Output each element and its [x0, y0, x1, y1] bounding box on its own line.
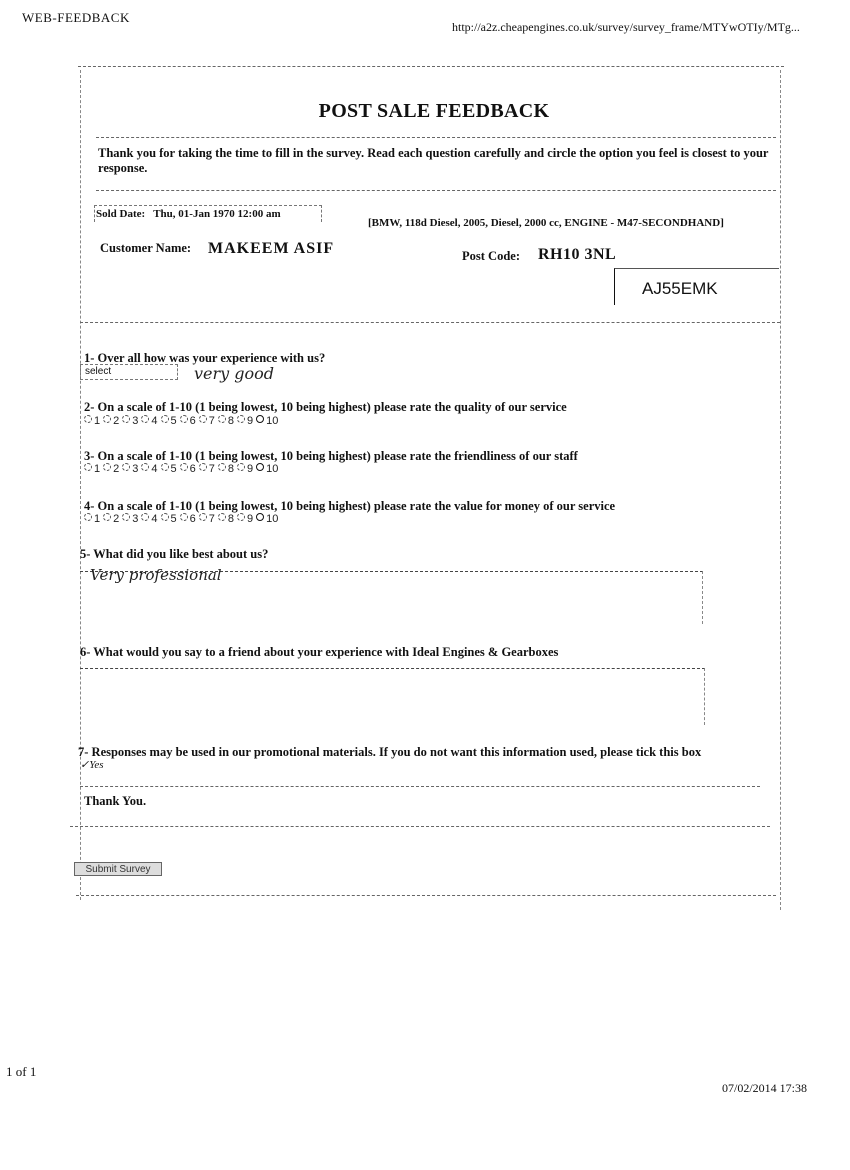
rating-option-label: 8 — [227, 463, 234, 475]
rating-option-label: 3 — [132, 415, 139, 427]
rating-option-label: 7 — [208, 513, 215, 525]
rating-option-label: 3 — [132, 513, 139, 525]
post-code-label: Post Code: — [462, 249, 520, 263]
radio-icon — [199, 513, 207, 521]
rating-option[interactable] — [103, 513, 119, 525]
radio-icon — [218, 463, 226, 471]
rating-option-label: 4 — [151, 415, 158, 427]
rating-option-label: 2 — [113, 463, 120, 475]
question-7: 7- Responses may be used in our promotional materials. If you do not want this information used, please tick this box — [78, 745, 702, 759]
radio-icon — [256, 415, 264, 423]
radio-icon — [141, 513, 149, 521]
rating-option-label: 3 — [132, 463, 139, 475]
form-frame-right — [780, 70, 781, 910]
rating-option-label: 9 — [247, 513, 254, 525]
rating-option-label: 5 — [170, 513, 177, 525]
radio-icon — [84, 513, 92, 521]
radio-icon — [161, 463, 169, 471]
rating-option[interactable] — [237, 415, 253, 427]
thank-you-text: Thank You. — [84, 794, 147, 808]
rating-option-label: 6 — [189, 513, 196, 525]
rating-option-label: 6 — [189, 463, 196, 475]
radio-icon — [141, 415, 149, 423]
question-5: 5- What did you like best about us? — [80, 547, 269, 561]
rating-option[interactable] — [180, 415, 196, 427]
divider — [76, 895, 776, 896]
form-title: POST SALE FEEDBACK — [318, 100, 550, 122]
divider — [96, 190, 776, 191]
rating-option-label: 5 — [170, 415, 177, 427]
submit-survey-button[interactable]: Submit Survey — [74, 862, 162, 876]
rating-option-label: 9 — [247, 415, 254, 427]
rating-option[interactable] — [141, 415, 157, 427]
handwritten-answer-1: very good — [194, 364, 275, 383]
rating-option-label: 10 — [266, 513, 279, 525]
sold-date-value: Thu, 01-Jan 1970 12:00 am — [153, 208, 281, 220]
rating-option-label: 10 — [266, 415, 279, 427]
question-6: 6- What would you say to a friend about your experience with Ideal Engines & Gearboxes — [80, 645, 559, 659]
radio-icon — [180, 513, 188, 521]
rating-option[interactable] — [199, 415, 215, 427]
sold-date — [96, 208, 281, 220]
rating-option[interactable] — [161, 415, 177, 427]
rating-option-label: 9 — [247, 463, 254, 475]
product-details: [BMW, 118d Diesel, 2005, Diesel, 2000 cc, ENGINE - M47-SECONDHAND] — [368, 217, 724, 229]
radio-icon — [141, 463, 149, 471]
consent-checkbox-yes[interactable]: ✓Yes — [80, 759, 104, 771]
radio-icon — [218, 415, 226, 423]
radio-icon — [237, 513, 245, 521]
rating-option-label: 1 — [94, 463, 101, 475]
divider — [96, 137, 776, 138]
radio-icon — [103, 415, 111, 423]
rating-option[interactable] — [122, 463, 138, 475]
rating-scale-friendliness — [84, 463, 281, 475]
radio-icon — [84, 415, 92, 423]
radio-icon — [256, 513, 264, 521]
radio-icon — [237, 463, 245, 471]
rating-option[interactable] — [103, 463, 119, 475]
rating-option[interactable] — [256, 415, 278, 427]
radio-icon — [84, 463, 92, 471]
rating-option[interactable] — [122, 415, 138, 427]
experience-select[interactable]: select — [80, 364, 178, 380]
rating-option-label: 4 — [151, 513, 158, 525]
rating-option[interactable] — [218, 415, 234, 427]
radio-icon — [122, 463, 130, 471]
rating-option[interactable] — [256, 463, 278, 475]
radio-icon — [180, 415, 188, 423]
sold-date-label: Sold Date: — [96, 208, 146, 220]
radio-icon — [122, 415, 130, 423]
radio-icon — [103, 513, 111, 521]
print-header-url: http://a2z.cheapengines.co.uk/survey/survey_frame/MTYwOTIy/MTg... — [452, 20, 800, 34]
rating-option[interactable] — [218, 463, 234, 475]
customer-name-label: Customer Name: — [100, 241, 192, 255]
question-3: 3- On a scale of 1-10 (1 being lowest, 10 being highest) please rate the friendliness of our staff — [84, 449, 578, 463]
rating-option[interactable] — [84, 513, 100, 525]
rating-option[interactable] — [161, 513, 177, 525]
form-frame-left — [80, 70, 81, 900]
radio-icon — [103, 463, 111, 471]
page-count: 1 of 1 — [6, 1064, 37, 1079]
radio-icon — [256, 463, 264, 471]
rating-option[interactable] — [237, 463, 253, 475]
rating-option[interactable] — [161, 463, 177, 475]
question-2: 2- On a scale of 1-10 (1 being lowest, 10 being highest) please rate the quality of our service — [84, 400, 567, 414]
rating-option[interactable] — [199, 463, 215, 475]
customer-name-value: MAKEEM ASIF — [208, 240, 335, 257]
rating-option-label: 2 — [113, 415, 120, 427]
post-code-value: RH10 3NL — [538, 246, 617, 263]
rating-option[interactable] — [141, 463, 157, 475]
rating-option[interactable] — [218, 513, 234, 525]
rating-option[interactable] — [180, 463, 196, 475]
question-1: 1- Over all how was your experience with us? — [84, 351, 326, 365]
radio-icon — [199, 415, 207, 423]
rating-option[interactable] — [103, 415, 119, 427]
rating-scale-quality — [84, 415, 281, 427]
rating-option-label: 7 — [208, 415, 215, 427]
radio-icon — [199, 463, 207, 471]
rating-option[interactable] — [237, 513, 253, 525]
rating-option-label: 7 — [208, 463, 215, 475]
intro-text: Thank you for taking the time to fill in the survey. Read each question carefully and circle the option you feel is closest to your response. — [98, 146, 769, 175]
divider — [80, 786, 760, 787]
rating-option-label: 6 — [189, 415, 196, 427]
rating-option-label: 1 — [94, 415, 101, 427]
rating-scale-value — [84, 513, 281, 525]
consent-checkbox-label: Yes — [89, 759, 104, 771]
rating-option-label: 8 — [227, 415, 234, 427]
rating-option-label: 1 — [94, 513, 101, 525]
registration-number: AJ55EMK — [642, 279, 718, 298]
rating-option-label: 10 — [266, 463, 279, 475]
rating-option[interactable] — [84, 463, 100, 475]
print-header-title: WEB-FEEDBACK — [22, 10, 130, 25]
divider — [70, 826, 770, 827]
rating-option-label: 4 — [151, 463, 158, 475]
friend-comment-textarea[interactable] — [80, 668, 705, 725]
divider — [80, 322, 780, 323]
radio-icon — [180, 463, 188, 471]
form-frame-top — [78, 66, 784, 67]
rating-option[interactable] — [141, 513, 157, 525]
handwritten-answer-5: Very professional — [90, 566, 222, 584]
rating-option[interactable] — [180, 513, 196, 525]
radio-icon — [161, 513, 169, 521]
rating-option[interactable] — [122, 513, 138, 525]
radio-icon — [122, 513, 130, 521]
radio-icon — [161, 415, 169, 423]
radio-icon — [218, 513, 226, 521]
print-datetime: 07/02/2014 17:38 — [722, 1081, 808, 1095]
question-4: 4- On a scale of 1-10 (1 being lowest, 10 being highest) please rate the value for money of our service — [84, 499, 616, 513]
rating-option[interactable] — [256, 513, 278, 525]
rating-option-label: 2 — [113, 513, 120, 525]
rating-option-label: 8 — [227, 513, 234, 525]
rating-option[interactable] — [84, 415, 100, 427]
rating-option[interactable] — [199, 513, 215, 525]
rating-option-label: 5 — [170, 463, 177, 475]
radio-icon — [237, 415, 245, 423]
